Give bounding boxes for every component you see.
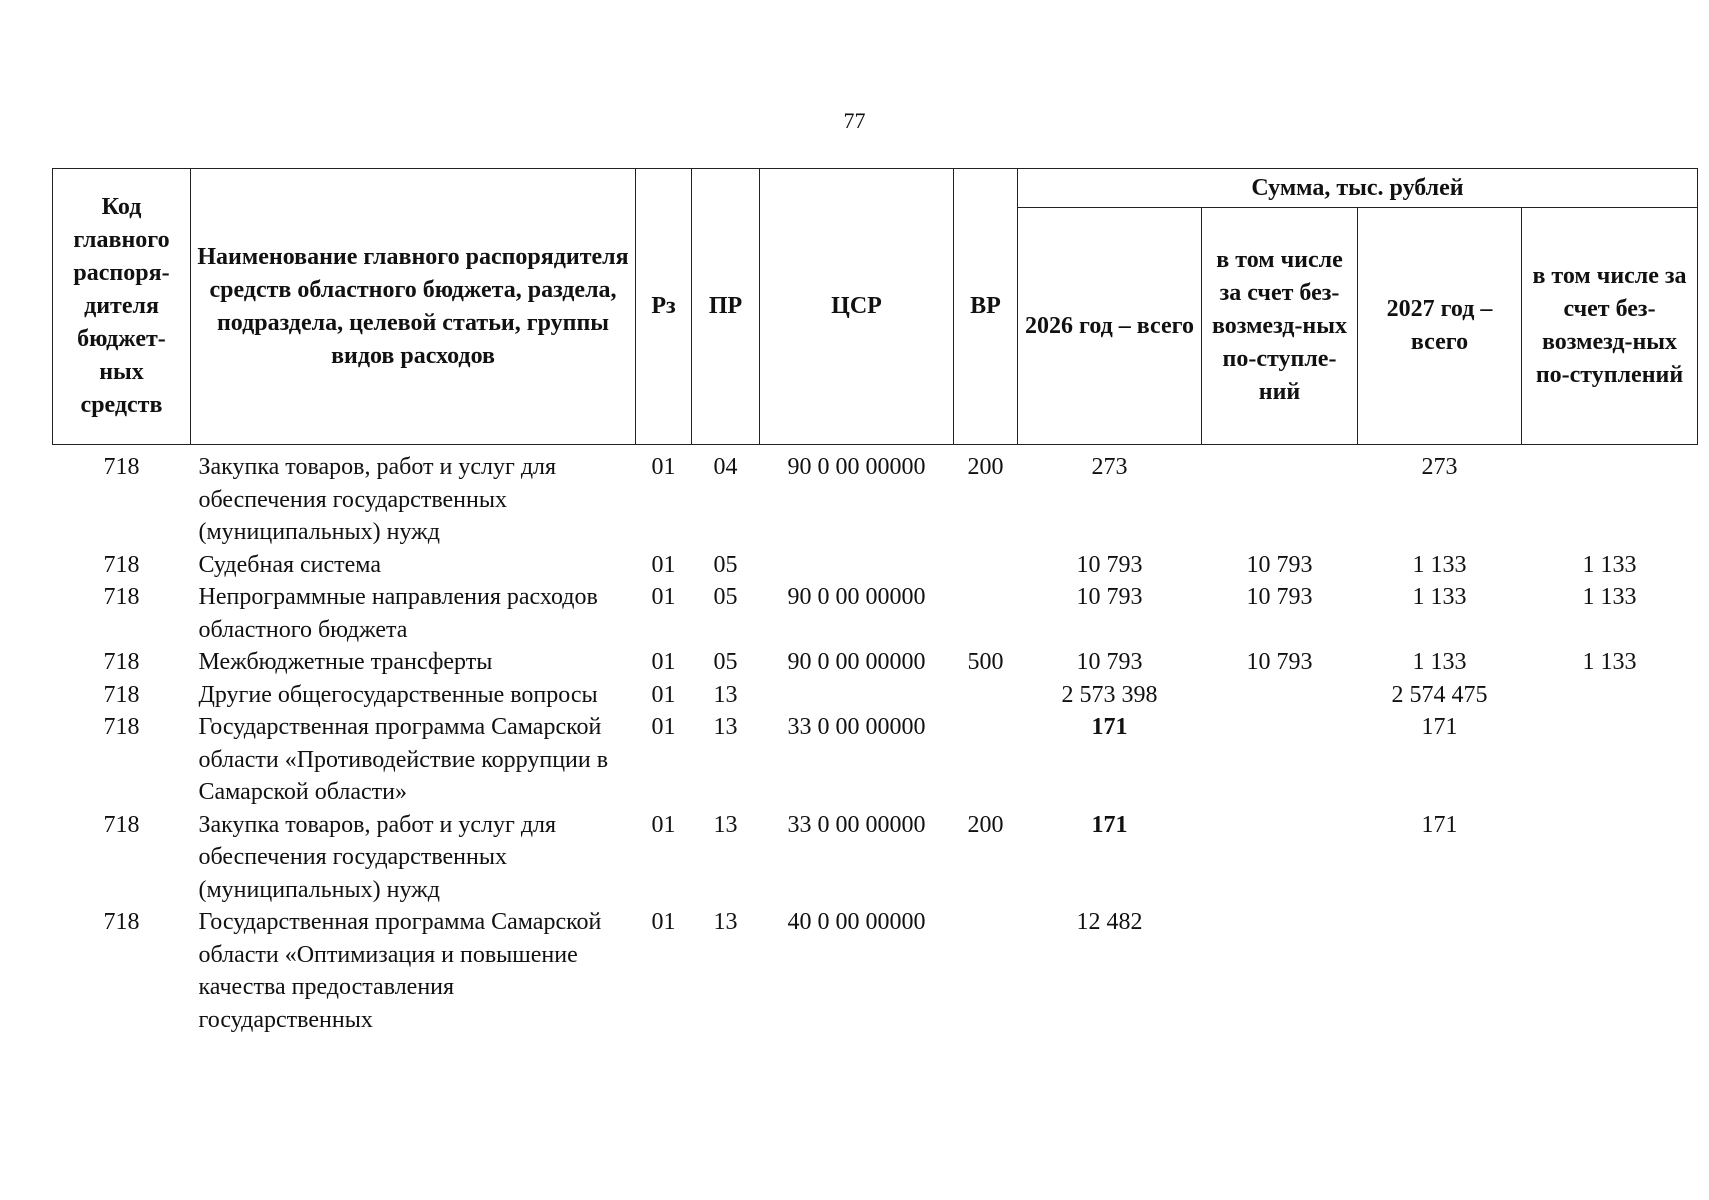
cell-2026-total: 171: [1091, 714, 1128, 740]
cell-2027-total: 171: [1421, 714, 1458, 740]
cell-pr: 13: [713, 714, 738, 740]
header-pr: ПР: [692, 169, 760, 445]
cell-code: 718: [103, 909, 140, 935]
cell-2026-total: 10 793: [1076, 584, 1143, 610]
cell-vr: 200: [967, 811, 1004, 838]
header-code: Код главного распоря-дителя бюджет-ных средств: [53, 169, 191, 445]
cell-vr: [954, 906, 1018, 1036]
cell-2026-grants: [1202, 445, 1358, 549]
cell-2027-grants: [1522, 679, 1698, 712]
cell-code: 718: [103, 811, 140, 838]
header-sum-group: Сумма, тыс. рублей: [1018, 169, 1698, 208]
cell-vr: 500: [967, 649, 1004, 675]
header-csr: ЦСР: [760, 169, 954, 445]
cell-2027-total: 1 133: [1412, 649, 1467, 675]
header-2026-grants: в том числе за счет без-возмезд-ных по-ступле-ний: [1202, 208, 1358, 445]
cell-code: 718: [103, 454, 140, 480]
cell-code: 718: [103, 681, 140, 708]
cell-2026-total: 10 793: [1076, 649, 1143, 675]
cell-vr: 200: [967, 454, 1004, 480]
table-body: [53, 445, 1698, 1037]
cell-name: Закупка товаров, работ и услуг для обеспечения государственных (муниципальных) нужд: [198, 454, 557, 545]
cell-code: 718: [103, 551, 140, 578]
cell-name: Закупка товаров, работ и услуг для обеспечения государственных (муниципальных) нужд: [198, 811, 557, 903]
cell-name: Непрограммные направления расходов областного бюджета: [198, 584, 598, 643]
cell-2027-total: 273: [1421, 454, 1458, 480]
cell-2027-total: 2 574 475: [1391, 681, 1488, 708]
cell-rz: 01: [651, 909, 676, 935]
cell-vr: [954, 711, 1018, 809]
cell-csr: 33 0 00 00000: [787, 811, 926, 838]
table-row: [53, 711, 1698, 809]
cell-pr: 04: [713, 454, 738, 480]
cell-vr: [954, 581, 1018, 646]
cell-2026-total: 273: [1091, 454, 1128, 480]
cell-name: Другие общегосударственные вопросы: [198, 681, 598, 708]
cell-rz: 01: [651, 681, 676, 708]
table-row: [53, 549, 1698, 582]
table-row: [53, 445, 1698, 549]
header-name: Наименование главного распорядителя средств областного бюджета, раздела, подраздела, целевой статьи, группы видов расходов: [191, 169, 636, 445]
table-row: [53, 646, 1698, 679]
cell-rz: 01: [651, 584, 676, 610]
cell-2026-grants: [1202, 906, 1358, 1036]
cell-2026-grants: 10 793: [1246, 551, 1313, 578]
cell-2026-grants: 10 793: [1246, 584, 1313, 610]
header-2026-total: 2026 год – всего: [1018, 208, 1202, 445]
cell-code: 718: [103, 584, 140, 610]
cell-code: 718: [103, 649, 140, 675]
cell-pr: 13: [713, 811, 738, 838]
cell-2027-grants: 1 133: [1582, 584, 1637, 610]
table-header: [53, 169, 1698, 445]
cell-name: Государственная программа Самарской области «Оптимизация и повышение качества предоставления государственных: [198, 909, 602, 1033]
cell-2027-grants: [1522, 809, 1698, 907]
cell-pr: 13: [713, 681, 738, 708]
header-2027-grants: в том числе за счет без-возмезд-ных по-ступлений: [1522, 208, 1698, 445]
cell-2027-grants: 1 133: [1582, 551, 1637, 578]
cell-csr: 40 0 00 00000: [787, 909, 926, 935]
cell-2027-total: [1358, 906, 1522, 1036]
table-row: [53, 906, 1698, 1036]
table-row: [53, 679, 1698, 712]
cell-2026-total: 12 482: [1076, 909, 1143, 935]
cell-csr: [760, 549, 954, 582]
cell-2026-total: 171: [1091, 811, 1128, 838]
cell-rz: 01: [651, 551, 676, 578]
table-row: [53, 581, 1698, 646]
cell-pr: 13: [713, 909, 738, 935]
cell-2027-total: 171: [1421, 811, 1458, 838]
cell-2026-total: 2 573 398: [1061, 681, 1158, 708]
cell-pr: 05: [713, 551, 738, 578]
cell-2027-total: 1 133: [1412, 584, 1467, 610]
cell-vr: [954, 549, 1018, 582]
cell-2026-grants: [1202, 711, 1358, 809]
cell-name: Государственная программа Самарской области «Противодействие коррупции в Самарской области»: [198, 714, 609, 805]
table-row: [53, 809, 1698, 907]
cell-pr: 05: [713, 584, 738, 610]
cell-2027-grants: 1 133: [1582, 649, 1637, 675]
cell-2026-grants: 10 793: [1246, 649, 1313, 675]
header-rz: Рз: [636, 169, 692, 445]
budget-table: [52, 168, 1698, 1036]
cell-csr: 90 0 00 00000: [787, 454, 926, 480]
cell-2027-grants: [1522, 445, 1698, 549]
cell-csr: 90 0 00 00000: [787, 584, 926, 610]
header-vr: ВР: [954, 169, 1018, 445]
cell-pr: 05: [713, 649, 738, 675]
cell-rz: 01: [651, 811, 676, 838]
cell-rz: 01: [651, 714, 676, 740]
cell-csr: 90 0 00 00000: [787, 649, 926, 675]
cell-2027-total: 1 133: [1412, 551, 1467, 578]
cell-name: Судебная система: [198, 551, 381, 578]
header-2027-total: 2027 год – всего: [1358, 208, 1522, 445]
cell-code: 718: [103, 714, 140, 740]
cell-rz: 01: [651, 454, 676, 480]
page-number: 77: [843, 108, 866, 133]
cell-csr: 33 0 00 00000: [787, 714, 926, 740]
cell-csr: [760, 679, 954, 712]
cell-rz: 01: [651, 649, 676, 675]
cell-2026-grants: [1202, 679, 1358, 712]
cell-vr: [954, 679, 1018, 712]
cell-name: Межбюджетные трансферты: [198, 649, 493, 675]
cell-2027-grants: [1522, 906, 1698, 1036]
cell-2026-grants: [1202, 809, 1358, 907]
cell-2027-grants: [1522, 711, 1698, 809]
cell-2026-total: 10 793: [1076, 551, 1143, 578]
